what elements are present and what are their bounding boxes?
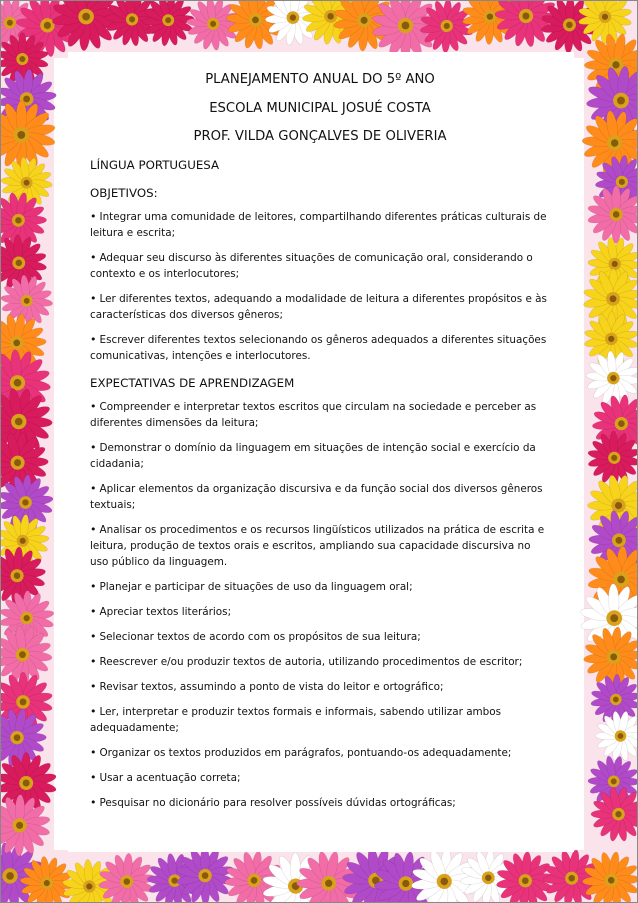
list-item: • Analisar os procedimentos e os recursos lingüísticos utilizados na prática de escrita e leitura, produção de textos orais e escritos, ampliando sua capacidade discursiva no uso público da linguagem. [90, 523, 545, 568]
bullet-icon: • [90, 523, 97, 536]
bullet-icon: • [90, 771, 97, 784]
list-item: • Ler, interpretar e produzir textos formais e informais, sabendo utilizar ambos adequadamente; [90, 705, 502, 734]
list-item: • Usar a acentuação correta; [90, 771, 241, 784]
expectations-list [90, 399, 550, 811]
list-item: • Reescrever e/ou produzir textos de autoria, utilizando procedimentos de escritor; [90, 655, 523, 668]
school-name: ESCOLA MUNICIPAL JOSUÉ COSTA [209, 101, 431, 116]
teacher-name: PROF. VILDA GONÇALVES DE OLIVERIA [193, 129, 447, 144]
bullet-icon: • [90, 680, 97, 693]
bullet-icon: • [90, 333, 97, 346]
bullet-icon: • [90, 655, 97, 668]
bullet-icon: • [90, 630, 97, 643]
list-item: • Pesquisar no dicionário para resolver possíveis dúvidas ortográficas; [90, 796, 456, 809]
bullet-icon: • [90, 441, 97, 454]
bullet-icon: • [90, 292, 97, 305]
list-item: • Aplicar elementos da organização discursiva e da função social dos diversos gêneros textuais; [90, 482, 543, 511]
list-item: • Selecionar textos de acordo com os propósitos de sua leitura; [90, 630, 421, 643]
plan-title: PLANEJAMENTO ANUAL DO 5º ANO [205, 72, 435, 87]
list-item: • Compreender e interpretar textos escritos que circulam na sociedade e perceber as diferentes dimensões da leitura; [90, 400, 537, 429]
list-item: • Adequar seu discurso às diferentes situações de comunicação oral, considerando o contexto e os interlocutores; [90, 251, 533, 280]
bullet-icon: • [90, 605, 97, 618]
bullet-icon: • [90, 251, 97, 264]
expectations-heading: EXPECTATIVAS DE APRENDIZAGEM [90, 376, 295, 390]
list-item: • Integrar uma comunidade de leitores, compartilhando diferentes práticas culturais de leitura e escrita; [90, 210, 547, 239]
list-item: • Ler diferentes textos, adequando a modalidade de leitura a diferentes propósitos e às características dos diversos gêneros; [90, 292, 547, 321]
list-item: • Apreciar textos literários; [90, 605, 232, 618]
list-item: • Revisar textos, assumindo a ponto de vista do leitor e ortográfico; [90, 680, 444, 693]
bullet-icon: • [90, 796, 97, 809]
objectives-heading: OBJETIVOS: [90, 186, 158, 200]
bullet-icon: • [90, 482, 97, 495]
objectives-list [90, 209, 550, 364]
list-item: • Planejar e participar de situações de uso da linguagem oral; [90, 580, 413, 593]
document-content [90, 72, 550, 811]
list-item: • Demonstrar o domínio da linguagem em situações de intenção social e exercício da cidadania; [90, 441, 536, 470]
bullet-icon: • [90, 580, 97, 593]
bullet-icon: • [90, 210, 97, 223]
list-item: • Escrever diferentes textos selecionando os gêneros adequados a diferentes situações comunicativas, intenções e interlocutores. [90, 333, 547, 362]
list-item: • Organizar os textos produzidos em parágrafos, pontuando-os adequadamente; [90, 746, 512, 759]
bullet-icon: • [90, 746, 97, 759]
bullet-icon: • [90, 705, 97, 718]
bullet-icon: • [90, 400, 97, 413]
subject-heading: LÍNGUA PORTUGUESA [90, 158, 220, 172]
